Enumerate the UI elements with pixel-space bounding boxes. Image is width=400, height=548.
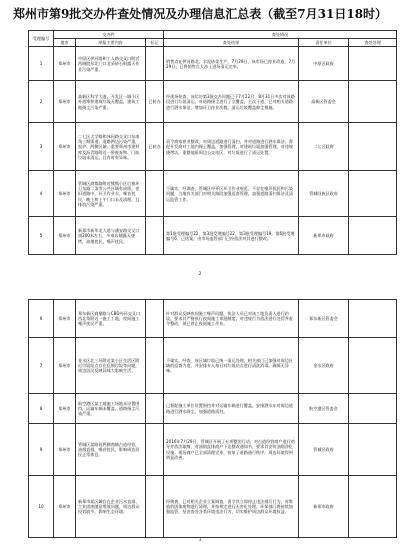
row-mark xyxy=(146,300,164,338)
row-city: 郑州市 xyxy=(54,217,76,255)
header-punish: 查处处理 xyxy=(349,39,397,47)
row-dept: 新郑市政府 xyxy=(299,476,349,538)
row-punish xyxy=(349,424,397,476)
table-row xyxy=(29,300,397,338)
row-result: 责令商家停业整改，对周边道路进行清扫，并对道路进行洒水保洁。督促开发商对工地内裸土覆盖，加强管理，对建筑垃圾加强管理，对违规烧烤店，重整地质周边公交站区，对垃圾进行了清运处置。 xyxy=(164,123,299,171)
row-mark xyxy=(146,394,164,424)
row-dept: 新郑市政府 xyxy=(299,217,349,255)
header-issue: 举报主要内容 xyxy=(76,39,146,47)
row-issue: 中原区伊河路和工人路交叉口附近西城院东北门口北采砂石料露天作业污染严重。 xyxy=(76,47,146,81)
table-row xyxy=(29,394,397,424)
row-punish xyxy=(349,338,397,394)
row-issue: 航空港区某工地施工场地未设置围挡，运输车辆未覆盖，道路扬尘污染严重。 xyxy=(76,394,146,424)
row-punish xyxy=(349,217,397,255)
row-result: 针对群众反映夜间施工噪声问题，执法人员已对该工地负责人进行约谈，要求其严格执行夜间施工审批制度，对违规行为依法进行处罚并责令整改，现已停止夜间施工作业。 xyxy=(164,300,299,338)
header-zhuban: 查处情况 xyxy=(164,31,397,39)
page-number: 2 xyxy=(198,272,202,277)
row-mark xyxy=(146,47,164,81)
summary-table-2 xyxy=(28,299,397,538)
row-issue: 管城区商都路附近熊熊小区后窗环卫东路二条等公共区域有成绩，老旧道路中，环卫作业车，噪音扰民，晚上和上午门口未及清理，且排放污染严重。 xyxy=(76,171,146,217)
table-row xyxy=(29,47,397,81)
row-issue: 二七区大学路和冰河路交叉口东南角三期街道，道路两边污染严重，窑炉、两侧区域，重要郑州市建材库及沥青路附近一带废弃物、门前垃圾未清运，且有时有异味。 xyxy=(76,123,146,171)
row-result: 不属实，经调查，管城区经开区环卫作业规范，不存在噪声扰民和污染问题，当地有关部门对相关路段加强巡查管理，加强道路清扫保洁及清运监管工作。 xyxy=(164,171,299,217)
table-row xyxy=(29,338,397,394)
row-result: 经现场检查，该信访第3批交办问题已于7月22日、8月31日多次对该路段进行垃圾清运，对道路扬尘进行了全覆盖，主次干道，已对相关道路进行洒水保洁，增加环卫作业次数，清运垃圾覆盖抑尘措施。 xyxy=(164,81,299,123)
row-no: 1 xyxy=(29,47,54,81)
row-result: 不属实。经查，该区域垃圾已统一清运处理，相关部门已加强对周边区域的巡查力度，并安排专人每日对垃圾站点进行清洗消毒，确保无异味。 xyxy=(164,338,299,394)
row-city: 郑州市 xyxy=(54,476,76,538)
row-dept: 中原区政府 xyxy=(299,47,349,81)
header-result: 查处结果 xyxy=(164,39,299,47)
row-punish xyxy=(349,476,397,538)
row-punish xyxy=(349,81,397,123)
row-dept: 管城区政府 xyxy=(299,424,349,476)
table-row xyxy=(29,123,397,171)
row-mark xyxy=(146,217,164,255)
row-no: 8 xyxy=(29,394,54,424)
table-row xyxy=(29,476,397,538)
table-row xyxy=(29,424,397,476)
row-dept: 二七区政府 xyxy=(299,123,349,171)
row-punish xyxy=(349,300,397,338)
row-issue: 新郑市新华北大道与潘安路交叉口南200米左右，多家店铺露天烧烤，油烟扰民，噪声扰民。 xyxy=(76,217,146,255)
row-mark: 已转办 xyxy=(146,123,164,171)
page-title: 郑州市第9批交办件查处情况及办理信息汇总表（截至7月31日18时） xyxy=(12,7,388,21)
row-city: 郑州市 xyxy=(54,81,76,123)
row-result: 2016年7月29日，管城区开展了专项整治行动，对占道经营商户进行劝导并依法取缔，对油烟直排商户下达整改通知书，要求其安装油烟净化设施。现场商户已全部清理完毕，恢复了道路通行秩序，周边环境得到明显改善。 xyxy=(164,424,299,476)
row-mark: 已转办 xyxy=(146,81,164,123)
row-result: 已督促施工单位设置围挡并对运输车辆进行覆盖，安排洒水车对周边道路进行洒水降尘，加强道路清扫。 xyxy=(164,394,299,424)
row-no: 4 xyxy=(29,171,54,217)
row-mark xyxy=(146,338,164,394)
header-seq: 受理编号 xyxy=(29,31,54,47)
row-city: 郑州市 xyxy=(54,123,76,171)
row-city: 郑州市 xyxy=(54,171,76,217)
row-punish xyxy=(349,123,397,171)
row-result: 销售点在伊河路北，水泥砂浆生产，7月29日，该市场已停业改造，7月29日，已将销售点大沙土进场清运完毕。 xyxy=(164,47,299,81)
row-issue: 高新区科学大道，开发区一城小区外道堆积建筑垃圾无覆盖，建筑工地扬尘污染严重。 xyxy=(76,81,146,123)
row-no: 6 xyxy=(29,300,54,338)
row-dept: 高新区管委会 xyxy=(299,81,349,123)
row-dept: 郑东新区管委会 xyxy=(299,300,349,338)
row-result: 经核查，已对相关企业立案调查，责令其立即停止违法排污行为，对堆放的固体废物进行清理，并按规定进行无害化处理。环保部门将持续加强监管，坚决查处各类环境违法行为，切实维护周边群众环境权益。 xyxy=(164,476,299,538)
row-city: 郑州市 xyxy=(54,47,76,81)
row-city: 郑州市 xyxy=(54,394,76,424)
row-dept: 金水区政府 xyxy=(299,338,349,394)
row-issue: 郑东新区商鼎路与CBD外环交叉口西北角附近一施工工地，夜间施工噪声扰民严重。 xyxy=(76,300,146,338)
header-dept: 责任单位 xyxy=(299,39,349,47)
table-row xyxy=(29,171,397,217)
row-punish xyxy=(349,47,397,81)
row-issue: 新郑市某区域存在企业污水直排、工业固废随意堆放问题，周边群众投诉较多，影响生态环境。 xyxy=(76,476,146,538)
header-mark: 标记 xyxy=(146,39,164,47)
summary-table-1 xyxy=(28,30,397,255)
header-jiaoban: 交办件 xyxy=(54,31,164,39)
row-issue: 管城区某路段两侧商铺占道经营，油烟直排，噪音扰民，影响周边居民正常休息。 xyxy=(76,424,146,476)
row-city: 郑州市 xyxy=(54,338,76,394)
row-punish xyxy=(349,394,397,424)
row-result: 第1批受理编号22、第3批受理编号22、第3批受理编号19，第6批受理编号6，已结案，由市场监管部门已经依法对其进行整改。 xyxy=(164,217,299,255)
row-no: 7 xyxy=(29,338,54,394)
row-issue: 金水区北三环附近某小区生活区附近垃圾站点存在乱倒垃圾等问题，周边居民反映异味大影响生活。 xyxy=(76,338,146,394)
row-punish xyxy=(349,171,397,217)
table-row xyxy=(29,217,397,255)
row-no: 3 xyxy=(29,123,54,171)
row-dept: 管城回族区政府 xyxy=(299,171,349,217)
row-no: 9 xyxy=(29,424,54,476)
row-mark xyxy=(146,424,164,476)
row-city: 郑州市 xyxy=(54,300,76,338)
row-no: 10 xyxy=(29,476,54,538)
row-mark xyxy=(146,476,164,538)
row-no: 2 xyxy=(29,81,54,123)
page-number: 3 xyxy=(198,538,202,543)
table-row xyxy=(29,81,397,123)
row-city: 郑州市 xyxy=(54,424,76,476)
header-city: 地市 xyxy=(54,39,76,47)
row-dept: 航空港区管委会 xyxy=(299,394,349,424)
row-no: 5 xyxy=(29,217,54,255)
row-mark xyxy=(146,171,164,217)
